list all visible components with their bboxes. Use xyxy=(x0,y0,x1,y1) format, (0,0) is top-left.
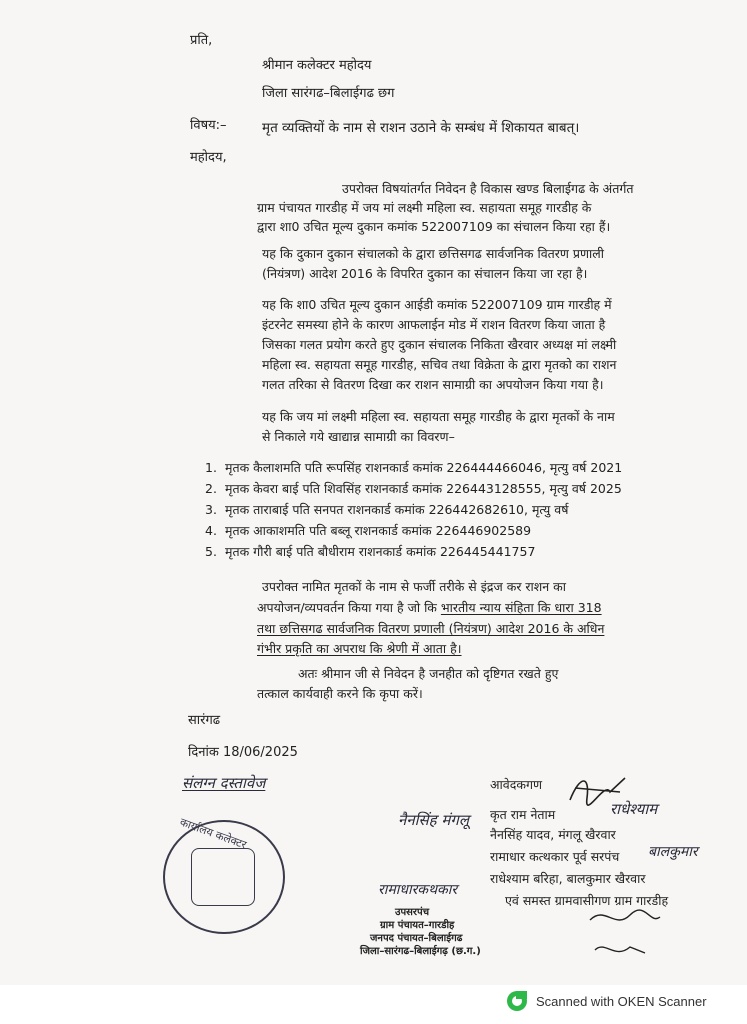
list-item-number: 1. xyxy=(205,460,217,475)
para2-line1: यह कि दुकान दुकान संचालको के द्वारा छत्तिसगढ सार्वजनिक वितरण प्रणाली xyxy=(262,246,605,261)
scanner-watermark xyxy=(506,990,707,1012)
list-item-number: 5. xyxy=(205,544,217,559)
para6-line1: अतः श्रीमान जी से निवेदन है जनहीत को दृष्टिगत रखते हुए xyxy=(298,666,559,681)
list-item: मृतक केवरा बाई पति शिवसिंह राशनकार्ड कमांक 226443128555, मृत्यु वर्ष 2025 xyxy=(225,481,622,496)
applicant-1: कृत राम नेताम xyxy=(490,807,556,822)
seal-line: उपसरपंच xyxy=(395,907,430,918)
para5-line2-start: अपयोजन/व्यपवर्तन किया गया है जो कि xyxy=(257,600,441,615)
enclosure-note: संलग्न दस्तावेज xyxy=(182,774,266,792)
para1-line2: ग्राम पंचायत गारडीह में जय मां लक्ष्मी महिला स्व. सहायता समूह गारडीह के xyxy=(257,200,592,215)
applicants-label: आवेदकगण xyxy=(490,777,543,792)
para4-line2: से निकाले गये खाद्यान्न सामाग्री का विवरण– xyxy=(262,429,455,444)
para3-line1: यह कि शा0 उचित मूल्य दुकान आईडी कमांक 522007109 ग्राम गारडीह में xyxy=(262,297,612,312)
addressee-line1: श्रीमान कलेक्टर महोदय xyxy=(262,58,372,73)
para5-line1: उपरोक्त नामित मृतकों के नाम से फर्जी तरीके से इंद्रज कर राशन का xyxy=(262,579,567,594)
bns-section: भारतीय न्याय संहिता कि धारा 318 xyxy=(440,600,602,615)
applicant-2: नैनसिंह यादव, मंगलू खैरवार xyxy=(490,827,616,842)
subject-text: मृत व्यक्तियों के नाम से राशन उठाने के सम्बंध में शिकायत बाबत्। xyxy=(262,120,580,136)
prati: प्रति, xyxy=(190,33,213,48)
subject-label: विषय:– xyxy=(190,118,227,133)
para3-line5: गलत तरिका से वितरण दिखा कर राशन सामाग्री का अपयोजन किया गया है। xyxy=(262,377,604,392)
oken-scanner-icon xyxy=(506,990,528,1012)
signature-kath: रामाधारकथकार xyxy=(378,882,458,898)
list-item-number: 2. xyxy=(205,481,217,496)
para2-line2: (नियंत्रण) आदेश 2016 के विपरित दुकान का संचालन किया जा रहा है। xyxy=(262,266,588,281)
scanner-text: Scanned with OKEN Scanner xyxy=(536,993,707,1009)
list-item: मृतक गौरी बाई पति बौधीराम राशनकार्ड कमांक 226445441757 xyxy=(225,544,536,559)
date: दिनांक 18/06/2025 xyxy=(188,745,298,760)
list-item: मृतक कैलाशमति पति रूपसिंह राशनकार्ड कमांक 226444466046, मृत्यु वर्ष 2021 xyxy=(225,460,623,475)
para4-line1: यह कि जय मां लक्ष्मी महिला स्व. सहायता समूह गारडीह के द्वारा मृतकों के नाम xyxy=(262,409,615,424)
applicant-signatures-lower xyxy=(585,905,665,965)
para5-line3: तथा छत्तिसगढ सार्वजनिक वितरण प्रणाली (नियंत्रण) आदेश 2016 के अधिन xyxy=(257,621,605,636)
para3-line2: इंटरनेट समस्या होने के कारण आफलाईन मोड में राशन वितरण किया जाता है xyxy=(262,317,606,332)
para3-line3: जिसका गलत प्रयोग करते हुए दुकान संचालक निकिता खैरवार अध्यक्ष मां लक्ष्मी xyxy=(262,337,617,352)
para3-line4: महिला स्व. सहायता समूह गारडीह, सचिव तथा विक्रेता के द्वारा मृतको का राशन xyxy=(262,357,617,372)
stamp-text: कार्यालय कलेक्टर xyxy=(178,815,249,852)
stamp-inner-box xyxy=(191,848,255,906)
seal-line: ग्राम पंचायत–गारडीह xyxy=(380,920,455,931)
para5-line2 xyxy=(257,600,602,616)
signature-bal: बालकुमार xyxy=(648,844,698,860)
para5-line4: गंभीर प्रकृति का अपराध कि श्रेणी में आता है। xyxy=(257,641,462,656)
para1-line1: उपरोक्त विषयांतर्गत निवेदन है विकास खण्ड बिलाईगढ के अंतर्गत xyxy=(342,181,634,196)
para6-line2: तत्काल कार्यवाही करने कि कृपा करें। xyxy=(257,686,423,701)
list-item-number: 4. xyxy=(205,523,217,538)
seal-line: जनपद पंचायत–बिलाईगढ xyxy=(370,933,463,944)
list-item: मृतक आकाशमति पति बब्लू राशनकार्ड कमांक 226446902589 xyxy=(225,523,532,538)
signature-radhe: राधेश्याम xyxy=(610,800,658,818)
applicant-4: राधेश्याम बरिहा, बालकुमार खैरवार xyxy=(490,871,646,886)
addressee-line2: जिला सारंगढ–बिलाईगढ छग xyxy=(262,86,395,101)
para1-line3: द्वारा शा0 उचित मूल्य दुकान कमांक 522007109 का संचालन किया रहा हैं। xyxy=(257,219,611,234)
place: सारंगढ xyxy=(188,713,221,728)
seal-line: जिला–सारंगढ–बिलाईगढ़ (छ.ग.) xyxy=(360,946,481,957)
list-item: मृतक ताराबाई पति सनपत राशनकार्ड कमांक 226442682610, मृत्यु वर्ष xyxy=(225,502,569,517)
salutation: महोदय, xyxy=(190,150,227,165)
applicant-3: रामाधार कत्थकार पूर्व सरपंच xyxy=(490,849,620,864)
signature-mangalu: नैनसिंह मंगलू xyxy=(398,811,469,829)
list-item-number: 3. xyxy=(205,502,217,517)
applicant-5: एवं समस्त ग्रामवासीगण ग्राम गारडीह xyxy=(505,893,669,908)
